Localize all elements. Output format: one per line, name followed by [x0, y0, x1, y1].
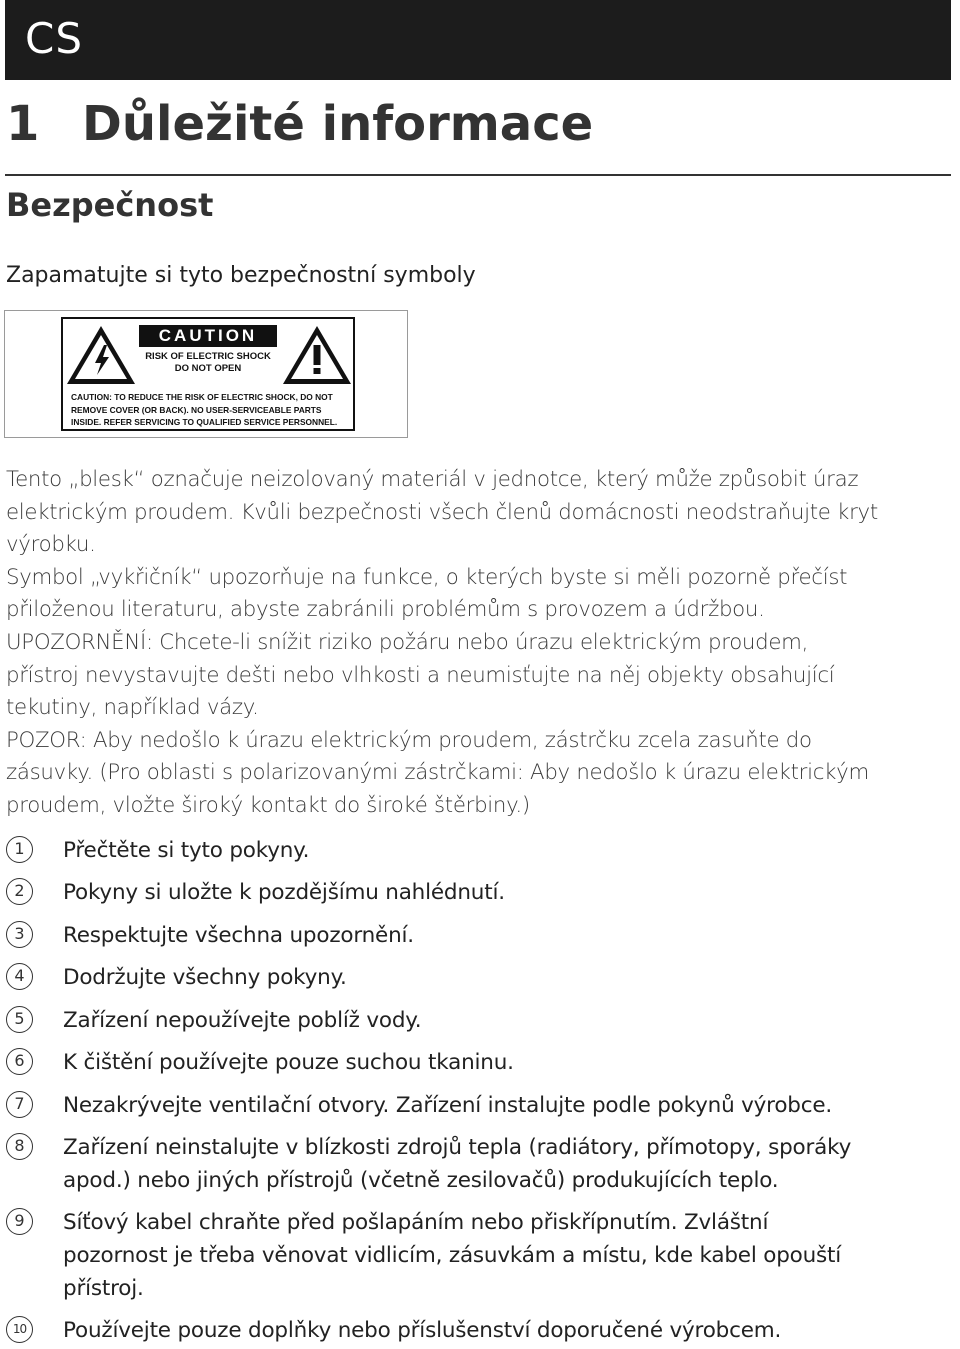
risk-line-1: RISK OF ELECTRIC SHOCK: [145, 351, 271, 362]
instruction-text: [63, 1314, 781, 1347]
instruction-text: [63, 1131, 851, 1197]
instruction-line: Pokyny si uložte k pozdějšímu nahlédnutí.: [63, 880, 505, 905]
chapter-divider: [5, 174, 951, 176]
body-line: elektrickým proudem. Kvůli bezpečnosti všech členů domácnosti neodstraňujte kryt: [6, 499, 878, 525]
instruction-number: 6: [6, 1048, 33, 1075]
instruction-line: Přečtěte si tyto pokyny.: [63, 838, 310, 863]
instruction-line: Dodržujte všechny pokyny.: [63, 965, 347, 990]
instruction-text: [63, 1004, 421, 1037]
chapter-number: 1: [6, 96, 40, 152]
language-header-bar: [5, 0, 951, 80]
body-line: tekutiny, například vázy.: [6, 695, 259, 721]
body-line: POZOR: Aby nedošlo k úrazu elektrickým proudem, zástrčku zcela zasuňte do: [6, 727, 812, 753]
body-line: Tento „blesk“ označuje neizolovaný materiál v jednotce, který může způsobit úraz: [6, 467, 859, 492]
caution-body-line-1: CAUTION: TO REDUCE THE RISK OF ELECTRIC SHOCK, DO NOT: [71, 392, 333, 402]
instruction-line: přístroj.: [63, 1276, 144, 1301]
instruction-number: 2: [6, 878, 33, 905]
instruction-text: [63, 1089, 832, 1122]
language-code: CS: [25, 14, 83, 63]
instruction-line: Nezakrývejte ventilační otvory. Zařízení instalujte podle pokynů výrobce.: [63, 1093, 833, 1118]
chapter-title-text: Důležité informace: [82, 96, 594, 152]
caution-body-line-2: REMOVE COVER (OR BACK). NO USER-SERVICEABLE PARTS: [71, 404, 322, 415]
caution-banner: CAUTION: [139, 325, 277, 347]
instruction-number: 4: [6, 963, 33, 990]
body-line: zásuvky. (Pro oblasti s polarizovanými zástrčkami: Aby nedošlo k úrazu elektrickým: [6, 760, 869, 786]
instruction-line: apod.) nebo jiných přístrojů (včetně zesilovačů) produkujících teplo.: [63, 1168, 779, 1193]
instruction-number: 7: [6, 1091, 33, 1118]
caution-label: [61, 317, 355, 431]
exclamation-warning-icon: [281, 323, 353, 387]
instruction-number: 3: [6, 921, 33, 948]
instruction-number: 1: [6, 836, 33, 863]
instruction-line: Zařízení nepoužívejte poblíž vody.: [63, 1008, 422, 1033]
instruction-line: K čištění používejte pouze suchou tkaninu.: [63, 1050, 514, 1075]
instruction-text: [63, 961, 347, 994]
instruction-number: 9: [6, 1208, 33, 1235]
risk-text: [139, 351, 277, 375]
instruction-text: [63, 1046, 514, 1079]
instruction-line: Síťový kabel chraňte před pošlapáním nebo přiskřípnutím. Zvláštní: [63, 1210, 769, 1235]
instruction-line: Zařízení neinstalujte v blízkosti zdrojů tepla (radiátory, přímotopy, sporáky: [63, 1135, 852, 1160]
instruction-number: 5: [6, 1006, 33, 1033]
section-title: Bezpečnost: [6, 186, 214, 224]
body-line: výrobku.: [6, 532, 96, 558]
body-line: Symbol „vykřičník“ upozorňuje na funkce, o kterých byste si měli pozorně přečíst: [6, 564, 848, 590]
instruction-text: [63, 876, 505, 909]
instruction-line: pozornost je třeba věnovat vidlicím, zásuvkám a místu, kde kabel opouští: [63, 1243, 842, 1268]
instruction-text: [63, 919, 414, 952]
caution-body-text: [71, 391, 351, 429]
chapter-title: [6, 96, 593, 152]
intro-text: Zapamatujte si tyto bezpečnostní symboly: [6, 263, 476, 288]
instruction-line: Respektujte všechna upozornění.: [63, 923, 414, 948]
body-line: proudem, vložte široký kontakt do široké štěrbiny.): [6, 792, 530, 818]
body-line: UPOZORNĚNÍ: Chcete-li snížit riziko požáru nebo úrazu elektrickým proudem,: [6, 629, 809, 655]
instruction-text: [63, 1206, 841, 1305]
safety-body-text: [6, 464, 951, 823]
caution-body-line-3: INSIDE. REFER SERVICING TO QUALIFIED SERVICE PERSONNEL.: [71, 417, 338, 427]
risk-line-2: DO NOT OPEN: [174, 363, 242, 374]
lightning-warning-icon: [65, 323, 137, 387]
instruction-number: 10: [6, 1316, 33, 1343]
instruction-line: Používejte pouze doplňky nebo příslušenství doporučené výrobcem.: [63, 1318, 782, 1343]
body-line: přiloženou literaturu, abyste zabránili problémům s provozem a údržbou.: [6, 597, 765, 623]
body-line: přístroj nevystavujte dešti nebo vlhkosti a neumisťujte na něj objekty obsahující: [6, 662, 835, 688]
instruction-text: [63, 834, 309, 867]
caution-label-image: [4, 310, 408, 438]
instruction-number: 8: [6, 1133, 33, 1160]
